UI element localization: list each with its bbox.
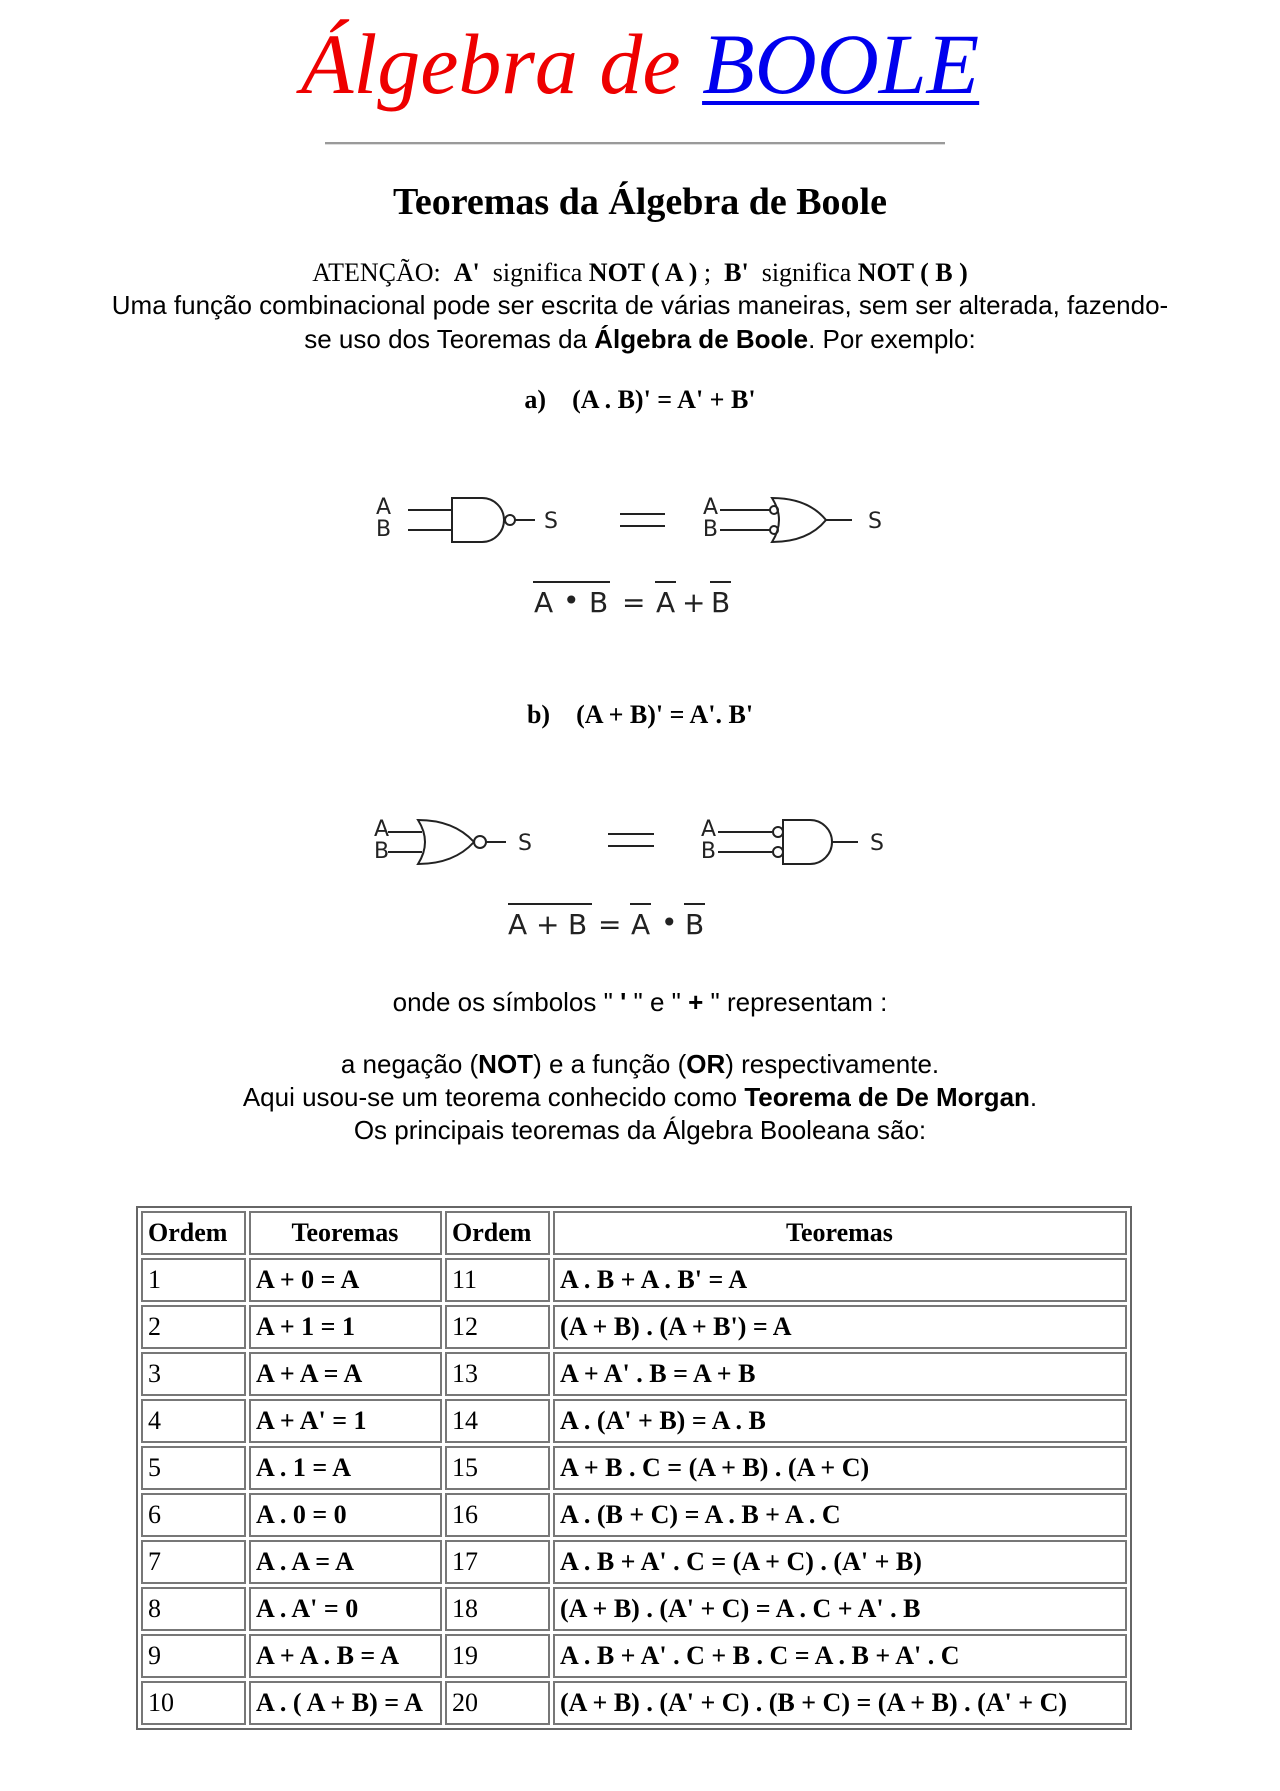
theorem-cell: (A + B) . (A + B') = A bbox=[553, 1305, 1127, 1349]
symbols-pre: onde os símbolos " bbox=[392, 987, 621, 1017]
table-row bbox=[141, 1305, 1127, 1349]
theorem-cell: A . B + A' . C + B . C = A . B + A' . C bbox=[553, 1634, 1127, 1678]
conclusion-line-1 bbox=[0, 1048, 1280, 1081]
equation-rhs-b: B bbox=[685, 908, 705, 941]
ordem-cell: 5 bbox=[141, 1446, 246, 1490]
formula-b-expression: (A + B)' = A'. B' bbox=[576, 700, 754, 729]
intro-line-1: Uma função combinacional pode ser escrita de várias maneiras, sem ser alterada, fazendo- bbox=[111, 290, 1169, 320]
symbol-plus: + bbox=[688, 987, 704, 1017]
means-text-2: significa bbox=[761, 258, 852, 287]
theorem-cell: (A + B) . (A' + C) . (B + C) = (A + B) . (A' + C) bbox=[553, 1681, 1127, 1725]
intro-line-2-post: . Por exemplo: bbox=[808, 324, 976, 354]
a-prime: A' bbox=[453, 258, 480, 287]
equation-plus: + bbox=[536, 908, 560, 941]
table-row bbox=[141, 1634, 1127, 1678]
c1-not: NOT bbox=[478, 1049, 534, 1079]
ordem-cell: 2 bbox=[141, 1305, 246, 1349]
theorem-cell: A + B . C = (A + B) . (A + C) bbox=[553, 1446, 1127, 1490]
ordem-cell: 12 bbox=[445, 1305, 550, 1349]
formula-a-label: a) bbox=[524, 385, 547, 414]
ordem-cell: 11 bbox=[445, 1258, 550, 1302]
theorem-cell: A + A = A bbox=[249, 1352, 442, 1396]
nand-gate-body bbox=[452, 498, 504, 542]
theorems-table bbox=[136, 1206, 1132, 1730]
table-row bbox=[141, 1399, 1127, 1443]
theorem-cell: A . (A' + B) = A . B bbox=[553, 1399, 1127, 1443]
ordem-cell: 19 bbox=[445, 1634, 550, 1678]
gate2-label-s: S bbox=[868, 509, 882, 534]
formula-b bbox=[0, 700, 1280, 730]
header-ordem-1: Ordem bbox=[141, 1211, 246, 1255]
equation-dot: • bbox=[661, 906, 678, 939]
ordem-cell: 16 bbox=[445, 1493, 550, 1537]
theorem-cell: A + A . B = A bbox=[249, 1634, 442, 1678]
theorem-cell: (A + B) . (A' + C) = A . C + A' . B bbox=[553, 1587, 1127, 1631]
ordem-cell: 7 bbox=[141, 1540, 246, 1584]
title-divider bbox=[325, 142, 945, 145]
c2-bold: Teorema de De Morgan bbox=[744, 1082, 1030, 1112]
main-title bbox=[0, 14, 1280, 114]
intro-line-2-pre: se uso dos Teoremas da bbox=[304, 324, 595, 354]
equation-rhs-b: B bbox=[711, 586, 731, 619]
not-b: NOT ( B ) bbox=[857, 258, 968, 287]
equation-lhs-a: A bbox=[534, 586, 554, 619]
or-gate-body bbox=[772, 498, 826, 542]
not-a: NOT ( A ) bbox=[588, 258, 698, 287]
ordem-cell: 6 bbox=[141, 1493, 246, 1537]
ordem-cell: 15 bbox=[445, 1446, 550, 1490]
table-body bbox=[141, 1258, 1127, 1725]
nor-gate-body bbox=[418, 820, 474, 864]
ordem-cell: 1 bbox=[141, 1258, 246, 1302]
gate-label-b: B bbox=[374, 839, 390, 864]
intro-paragraph bbox=[0, 288, 1280, 356]
theorem-cell: A + 1 = 1 bbox=[249, 1305, 442, 1349]
attention-label: ATENÇÃO: bbox=[312, 258, 441, 287]
conclusion-paragraph bbox=[0, 1048, 1280, 1147]
intro-line-2-bold: Álgebra de Boole bbox=[594, 324, 809, 354]
c1-post: ) respectivamente. bbox=[725, 1049, 940, 1079]
equation-rhs-a: A bbox=[631, 908, 651, 941]
formula-a bbox=[0, 385, 1280, 415]
theorem-cell: A + 0 = A bbox=[249, 1258, 442, 1302]
title-text: Álgebra de bbox=[300, 16, 681, 112]
equation-equals: = bbox=[598, 908, 622, 941]
table-row bbox=[141, 1681, 1127, 1725]
b-prime: B' bbox=[724, 258, 749, 287]
nor-bubble bbox=[474, 836, 486, 848]
gate-label-s: S bbox=[544, 509, 558, 534]
ordem-cell: 3 bbox=[141, 1352, 246, 1396]
theorem-cell: A + A' = 1 bbox=[249, 1399, 442, 1443]
gate2-label-s: S bbox=[870, 831, 884, 856]
symbol-prime: ' bbox=[620, 987, 627, 1017]
ordem-cell: 20 bbox=[445, 1681, 550, 1725]
conclusion-line-3: Os principais teoremas da Álgebra Booleana são: bbox=[353, 1115, 927, 1145]
table-row bbox=[141, 1587, 1127, 1631]
ordem-cell: 10 bbox=[141, 1681, 246, 1725]
boole-link[interactable]: BOOLE bbox=[702, 16, 980, 112]
equation-rhs-a: A bbox=[656, 586, 676, 619]
c1-mid: ) e a função ( bbox=[533, 1049, 687, 1079]
separator: ; bbox=[703, 258, 712, 287]
symbols-explanation bbox=[0, 986, 1280, 1018]
equation-plus: + bbox=[682, 586, 706, 619]
theorem-cell: A . A' = 0 bbox=[249, 1587, 442, 1631]
c2-post: . bbox=[1029, 1082, 1038, 1112]
de-morgan-diagram-b bbox=[370, 812, 910, 942]
symbols-mid: " e " bbox=[626, 987, 689, 1017]
and-input-b-bubble bbox=[773, 847, 783, 857]
ordem-cell: 8 bbox=[141, 1587, 246, 1631]
formula-b-label: b) bbox=[526, 700, 551, 729]
table-row bbox=[141, 1446, 1127, 1490]
c1-pre: a negação ( bbox=[340, 1049, 479, 1079]
header-teoremas-1: Teoremas bbox=[249, 1211, 442, 1255]
gate-label-b: B bbox=[376, 517, 392, 542]
c2-pre: Aqui usou-se um teorema conhecido como bbox=[242, 1082, 745, 1112]
equation-dot: • bbox=[563, 584, 580, 617]
gate2-label-a: A bbox=[702, 495, 718, 520]
equation-lhs-b: B bbox=[589, 586, 609, 619]
intro-line-2 bbox=[0, 322, 1280, 356]
ordem-cell: 18 bbox=[445, 1587, 550, 1631]
gate-label-a: A bbox=[376, 495, 392, 520]
de-morgan-diagram-a bbox=[370, 490, 910, 620]
conclusion-line-2 bbox=[0, 1081, 1280, 1114]
theorem-cell: A + A' . B = A + B bbox=[553, 1352, 1127, 1396]
theorem-cell: A . A = A bbox=[249, 1540, 442, 1584]
c1-or: OR bbox=[686, 1049, 726, 1079]
nand-bubble bbox=[505, 515, 515, 525]
and-input-a-bubble bbox=[773, 827, 783, 837]
ordem-cell: 13 bbox=[445, 1352, 550, 1396]
ordem-cell: 4 bbox=[141, 1399, 246, 1443]
header-ordem-2: Ordem bbox=[445, 1211, 550, 1255]
gate2-label-b: B bbox=[702, 517, 718, 542]
table-header-row bbox=[141, 1211, 1127, 1255]
gate2-label-a: A bbox=[700, 817, 716, 842]
gate-label-a: A bbox=[374, 817, 390, 842]
section-subtitle: Teoremas da Álgebra de Boole bbox=[393, 181, 887, 223]
equation-lhs-b: B bbox=[568, 908, 588, 941]
theorem-cell: A . 1 = A bbox=[249, 1446, 442, 1490]
ordem-cell: 14 bbox=[445, 1399, 550, 1443]
ordem-cell: 17 bbox=[445, 1540, 550, 1584]
and-gate-body bbox=[783, 820, 832, 864]
means-text-1: significa bbox=[492, 258, 583, 287]
table-row bbox=[141, 1352, 1127, 1396]
theorem-cell: A . B + A . B' = A bbox=[553, 1258, 1127, 1302]
gate2-label-b: B bbox=[700, 839, 716, 864]
formula-a-expression: (A . B)' = A' + B' bbox=[572, 385, 756, 414]
equation-equals: = bbox=[622, 586, 646, 619]
theorem-cell: A . 0 = 0 bbox=[249, 1493, 442, 1537]
ordem-cell: 9 bbox=[141, 1634, 246, 1678]
theorem-cell: A . B + A' . C = (A + C) . (A' + B) bbox=[553, 1540, 1127, 1584]
table-row bbox=[141, 1540, 1127, 1584]
theorem-cell: A . ( A + B) = A bbox=[249, 1681, 442, 1725]
table-row bbox=[141, 1493, 1127, 1537]
theorem-cell: A . (B + C) = A . B + A . C bbox=[553, 1493, 1127, 1537]
symbols-post: " representam : bbox=[703, 987, 888, 1017]
table-row bbox=[141, 1258, 1127, 1302]
attention-note bbox=[0, 258, 1280, 288]
equation-lhs-a: A bbox=[508, 908, 528, 941]
header-teoremas-2: Teoremas bbox=[553, 1211, 1127, 1255]
gate-label-s: S bbox=[518, 831, 532, 856]
